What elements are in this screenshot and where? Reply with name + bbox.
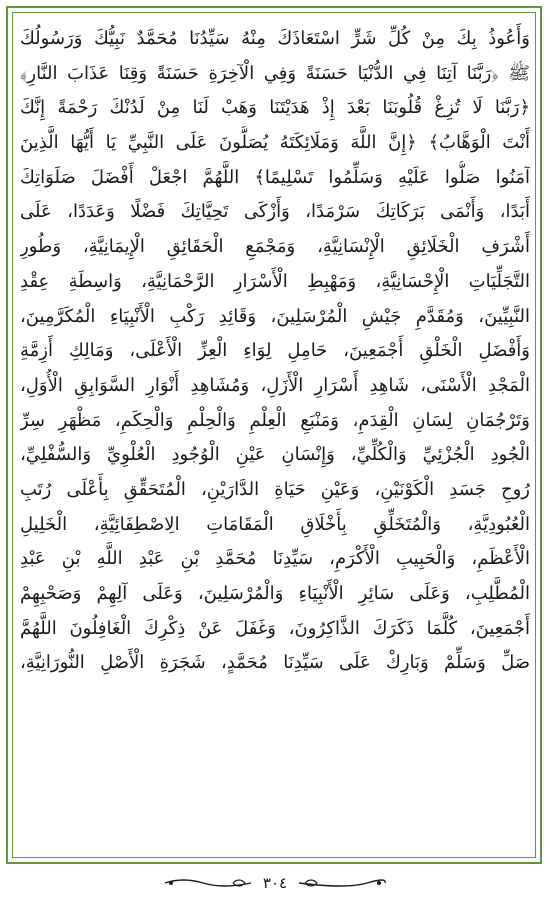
text-line: الْأَعْظَمِ، وَالْحَبِيبِ الْأَكْرَمِ، سَيِّدِنَا مُحَمَّدِ بْنِ عَبْدِ اللَّهِ بْنِ عَبْدِ — [20, 548, 530, 570]
text-line: الْعُبُودِيَّةِ، وَالْمُتَخَلِّقِ بِأَخْلَاقِ الْمَقَامَاتِ الِاصْطِفَائِيَّةِ، الْخَلِيلِ — [20, 513, 530, 535]
text-line: النَّبِيِّينَ، وَمُقَدَّمِ جَيْشِ الْمُرْسَلِينَ، وَقَائِدِ رَكْبِ الْأَنْبِيَاءِ الْمُكَرَّمِينَ، — [20, 305, 530, 327]
text-line: وَأَعُوذُ بِكَ مِنْ كُلِّ شَرٍّ اسْتَعَاذَكَ مِنْهُ سَيِّدُنَا مُحَمَّدٌ نَبِيُّكَ وَرَسُولُكَ — [20, 28, 530, 49]
footer-flourish-right-icon — [297, 875, 387, 891]
text-line: أَنْتَ الْوَهَّابُ﴾ ﴿إِنَّ اللَّهَ وَمَلَائِكَتَهُ يُصَلُّونَ عَلَى النَّبِيِّ يَا أَيُّهَا الَّذِينَ — [20, 132, 530, 154]
text-line: آمَنُوا صَلُّوا عَلَيْهِ وَسَلِّمُوا تَسْلِيمًا﴾ اللَّهُمَّ اجْعَلْ أَفْضَلَ صَلَوَاتِكَ — [20, 166, 530, 188]
page-number: ٣٠٤ — [262, 874, 288, 892]
text-line: الْمُطَّلِبِ، وَعَلَى سَائِرِ الْأَنْبِيَاءِ وَالْمُرْسَلِينَ، وَعَلَى آلِهِمْ وَصَحْبِهِمْ — [20, 583, 530, 604]
text-line: ﴿رَبَّنَا لَا تُزِغْ قُلُوبَنَا بَعْدَ إِذْ هَدَيْتَنَا وَهَبْ لَنَا مِنْ لَدُنْكَ رَحْمَةً إِنَّكَ — [20, 97, 530, 119]
footer-flourish-left-icon — [163, 875, 253, 891]
text-line: أَبَدًا، وَأَنْمَى بَرَكَاتِكَ سَرْمَدًا، وَأَزْكَى تَحِيَّاتِكَ فَضْلًا وَعَدَدًا، عَلَى — [20, 201, 530, 223]
text-line: الْجُودِ الْجُزْئِيِّ وَالْكُلِّيِّ، وَإِنْسَانِ عَيْنِ الْوُجُودِ الْعُلْوِيِّ وَالسُّفْلِيِّ، — [20, 444, 530, 466]
text-line: التَّجَلِّيَاتِ الْإِحْسَانِيَّةِ، وَمَهْبِطِ الْأَسْرَارِ الرَّحْمَانِيَّةِ، وَاسِطَةِ عِقْدِ — [20, 270, 530, 292]
arabic-text-block — [20, 22, 530, 856]
text-line: الْمَجْدِ الْأَسْنَى، شَاهِدِ أَسْرَارِ الْأَزَلِ، وَمُشَاهِدِ أَنْوَارِ السَّوَابِقِ الْأُوَلِ، — [20, 374, 530, 396]
text-line: رُوحِ جَسَدِ الْكَوْنَيْنِ، وَعَيْنِ حَيَاةِ الدَّارَيْنِ، الْمُتَحَقِّقِ بِأَعْلَى رُتَبِ — [20, 478, 530, 500]
text-line: ﷺ ﴿رَبَّنَا آتِنَا فِي الدُّنْيَا حَسَنَةً وَفِي الْآخِرَةِ حَسَنَةً وَقِنَا عَذَابَ النَّارِ﴾ — [20, 62, 530, 84]
text-line: وَتَرْجُمَانِ لِسَانِ الْقِدَمِ، وَمَنْبَعِ الْعِلْمِ وَالْحِلْمِ وَالْحِكَمِ، مَظْهَرِ سِرِّ — [20, 409, 530, 431]
text-line: صَلِّ وَسَلِّمْ وَبَارِكْ عَلَى سَيِّدِنَا مُحَمَّدٍ، شَجَرَةِ الْأَصْلِ النُّورَانِيَّةِ، — [20, 652, 530, 674]
text-line: أَجْمَعِينَ، كُلَّمَا ذَكَرَكَ الذَّاكِرُونَ، وَغَفَلَ عَنْ ذِكْرِكَ الْغَافِلُونَ اللَّهُمَّ — [20, 617, 530, 639]
text-line: أَشْرَفِ الْخَلَائِقِ الْإِنْسَانِيَّةِ، وَمَجْمَعِ الْحَقَائِقِ الْإِيمَانِيَّةِ، وَطُورِ — [20, 236, 530, 258]
page-footer — [0, 868, 550, 898]
text-line: وَأَفْضَلِ الْخَلْقِ أَجْمَعِينَ، حَامِلِ لِوَاءِ الْعِزِّ الْأَعْلَى، وَمَالِكِ أَزِمَّةِ — [20, 340, 530, 362]
